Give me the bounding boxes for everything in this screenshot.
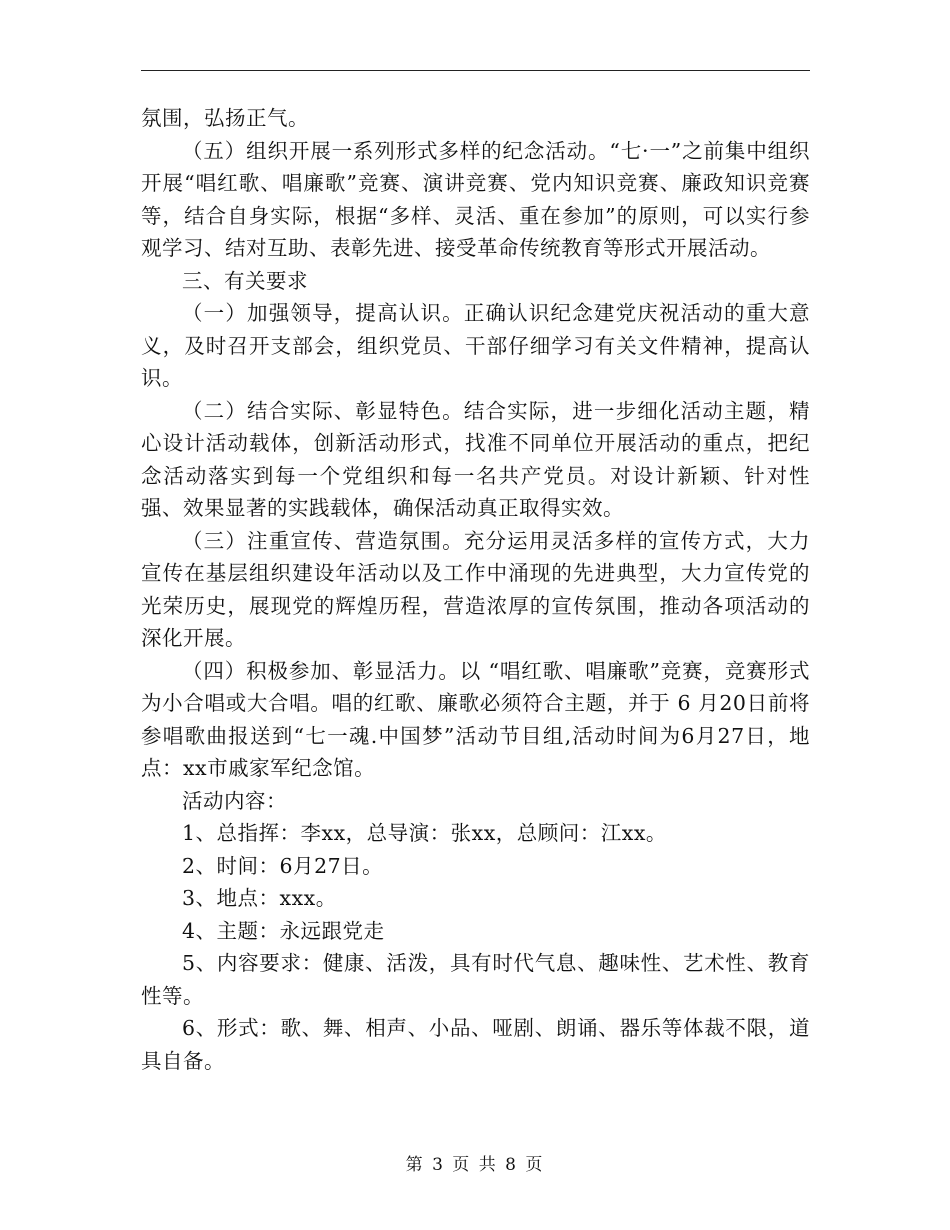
activity-content-heading: 活动内容：: [182, 788, 287, 813]
paragraph-item-5: （五）组织开展一系列形式多样的纪念活动。“七·一”之前集中组织开展“唱红歌、唱廉歌”竞赛、演讲竞赛、党内知识竞赛、廉政知识竞赛等，结合自身实际，根据“多样、灵活、重在参加”的原则，可以实行参观学习、结对互助、表彰先进、接受革命传统教育等形式开展活动。: [141, 138, 810, 260]
activity-item-3: 3、地点：xxx。: [182, 886, 337, 910]
paragraph-requirement-3: （三）注重宣传、营造氛围。充分运用灵活多样的宣传方式，大力宣传在基层组织建设年活动以及工作中涌现的先进典型，大力宣传党的光荣历史，展现党的辉煌历程，营造浓厚的宣传氛围，推动各项活动的深化开展。: [141, 528, 810, 650]
section-heading-requirements: 三、有关要求: [182, 268, 308, 293]
document-body: [141, 102, 810, 1077]
header-rule: [141, 70, 810, 71]
page-footer: 第 3 页 共 8 页: [405, 1155, 545, 1175]
paragraph-continuation: 氛围，弘扬正气。: [141, 106, 309, 130]
paragraph-requirement-2: （二）结合实际、彰显特色。结合实际，进一步细化活动主题，精心设计活动载体，创新活动形式，找准不同单位开展活动的重点，把纪念活动落实到每一个党组织和每一名共产党员。对设计新颖、针对性强、效果显著的实践载体，确保活动真正取得实效。: [141, 398, 810, 520]
activity-item-6: 6、形式：歌、舞、相声、小品、哑剧、朗诵、器乐等体裁不限，道具自备。: [141, 1016, 810, 1073]
activity-item-1: 1、总指挥：李xx，总导演：张xx，总顾问：江xx。: [182, 821, 667, 845]
activity-item-4: 4、主题：永远跟党走: [182, 918, 385, 943]
paragraph-requirement-4: （四）积极参加、彰显活力。以 “唱红歌、唱廉歌”竞赛，竞赛形式为小合唱或大合唱。唱的红歌、廉歌必须符合主题，并于 6 月20日前将参唱歌曲报送到“七一魂.中国梦”活动节目组,活动时间为6月27日，地点：xx市戚家军纪念馆。: [141, 658, 810, 780]
activity-item-2: 2、时间：6月27日。: [182, 853, 384, 878]
paragraph-requirement-1: （一）加强领导，提高认识。正确认识纪念建党庆祝活动的重大意义，及时召开支部会，组织党员、干部仔细学习有关文件精神，提高认识。: [141, 301, 810, 390]
activity-item-5: 5、内容要求：健康、活泼，具有时代气息、趣味性、艺术性、教育性等。: [141, 951, 810, 1008]
